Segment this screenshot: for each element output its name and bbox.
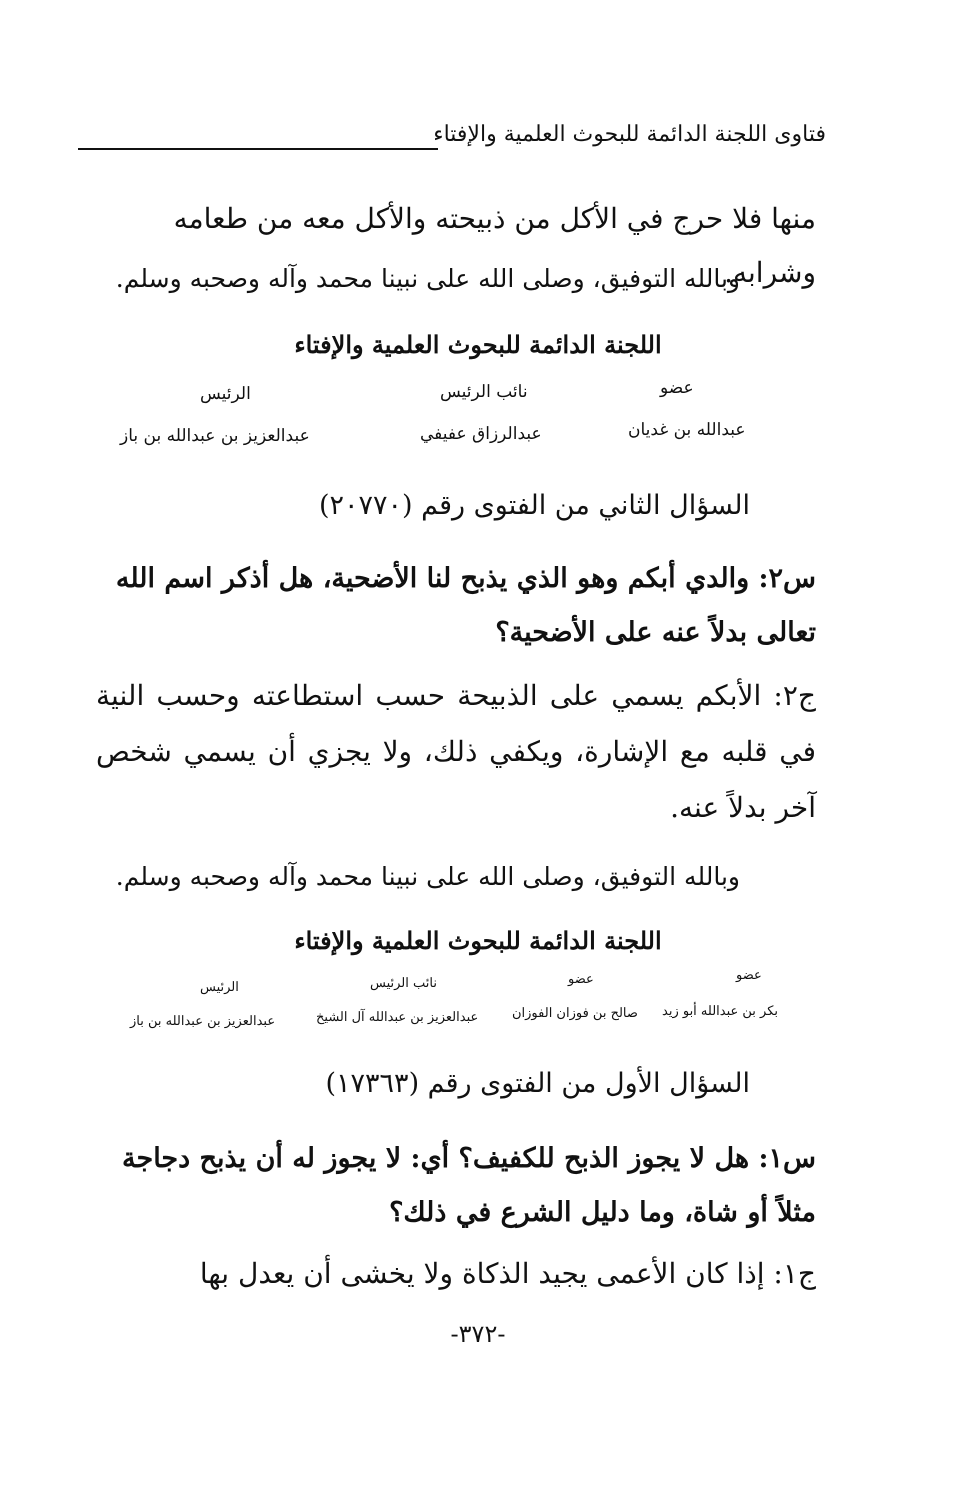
sig2-name-1: بكر بن عبدالله أبو زيد (662, 1004, 779, 1019)
header-rule (78, 148, 438, 150)
closing-line-2: وبالله التوفيق، وصلى الله على نبينا محمد وآله وصحبه وسلم. (115, 862, 740, 891)
question-2: س٢: والدي أبكم وهو الذي يذبح لنا الأضحية، هل أذكر اسم الله تعالى بدلاً عنه على الأضحية؟ (115, 563, 816, 648)
sig2-name-3: عبدالعزيز بن عبدالله آل الشيخ (316, 1010, 479, 1025)
sig2-name-4: عبدالعزيز بن عبدالله بن باز (130, 1014, 276, 1029)
answer-1: ج١: إذا كان الأعمى يجيد الذكاة ولا يخشى أن يعدل بها (199, 1257, 816, 1290)
sig2-role-1: عضو (736, 968, 762, 983)
answer-2: ج٢: الأبكم يسمي على الذبيحة حسب استطاعته وحسب النية في قلبه مع الإشارة، ويكفي ذلك، ولا يجزي أن يسمي شخص آخر بدلاً عنه. (96, 679, 816, 824)
closing-line-1: وبالله التوفيق، وصلى الله على نبينا محمد وآله وصحبه وسلم. (115, 264, 740, 293)
sig2-name-2: صالح بن فوزان الفوزان (512, 1006, 638, 1021)
committee-heading-1: اللجنة الدائمة للبحوث العلمية والإفتاء (294, 330, 662, 359)
sig1-role-1: عضو (660, 378, 694, 398)
running-header: فتاوى اللجنة الدائمة للبحوث العلمية والإفتاء (433, 122, 826, 147)
sig1-role-3: الرئيس (200, 384, 251, 404)
page-number: -٣٧٢- (450, 1320, 506, 1348)
sig1-role-2: نائب الرئيس (440, 382, 528, 402)
paragraph-continuation: منها فلا حرج في الأكل من ذبيحته والأكل معه من طعامه وشرابه. (173, 202, 816, 289)
sig2-role-4: الرئيس (200, 980, 239, 995)
sig2-role-3: نائب الرئيس (370, 976, 437, 991)
question-2-title: السؤال الثاني من الفتوى رقم (٢٠٧٧٠) (318, 490, 750, 521)
sig2-role-2: عضو (568, 972, 594, 987)
question-1-title: السؤال الأول من الفتوى رقم (١٧٣٦٣) (325, 1068, 750, 1099)
sig1-name-2: عبدالرزاق عفيفي (420, 424, 542, 444)
question-1: س١: هل لا يجوز الذبح للكفيف؟ أي: لا يجوز له أن يذبح دجاجة مثلاً أو شاة، وما دليل الشرع في ذلك؟ (122, 1143, 816, 1228)
sig1-name-3: عبدالعزيز بن عبدالله بن باز (120, 426, 310, 446)
sig1-name-1: عبدالله بن غديان (628, 420, 746, 440)
committee-heading-2: اللجنة الدائمة للبحوث العلمية والإفتاء (294, 926, 662, 955)
